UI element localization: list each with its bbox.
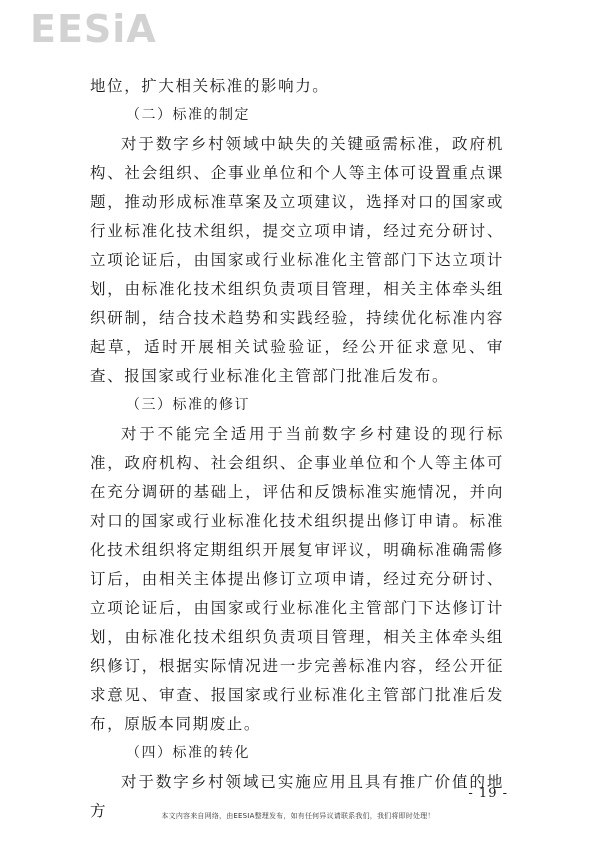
paragraph-formulation: 对于数字乡村领域中缺失的关键亟需标准，政府机构、社会组织、企事业单位和个人等主体可设置重点课题，推动形成标准草案及立项建议，选择对口的国家或行业标准化技术组织，提交立项申请，经过充分研讨、立项论证后，由国家或行业标准化主管部门下达立项计划，由标准化技术组织负责项目管理，相关主体牵头组织研制，结合技术趋势和实践经验，持续优化标准内容起草，适时开展相关试验验证，经公开征求意见、审查、报国家或行业标准化主管部门批准后发布。 xyxy=(90,135,504,385)
paragraph-transformation: 对于数字乡村领域已实施应用且具有推广价值的地方 xyxy=(90,773,504,820)
section-heading-transformation: （四）标准的转化 xyxy=(126,745,250,761)
section-heading-formulation: （二）标准的制定 xyxy=(126,107,250,123)
document-body xyxy=(90,72,504,826)
paragraph-revision: 对于不能完全适用于当前数字乡村建设的现行标准，政府机构、社会组织、企事业单位和个人等主体可在充分调研的基础上，评估和反馈标准实施情况，并向对口的国家或行业标准化技术组织提出修订申请。标准化技术组织将定期组织开展复审评议，明确标准确需修订后，由相关主体提出修订立项申请，经过充分研讨、立项论证后，由国家或行业标准化主管部门下达修订计划，由标准化技术组织负责项目管理，相关主体牵头组织修订，根据实际情况进一步完善标准内容，经公开征求意见、审查、报国家或行业标准化主管部门批准后发布，原版本同期废止。 xyxy=(90,425,504,733)
paragraph-continuation: 地位，扩大相关标准的影响力。 xyxy=(90,77,330,95)
page-number: - 19 - xyxy=(468,786,508,801)
eesia-watermark-logo: EESiA xyxy=(30,7,157,51)
section-heading-revision: （三）标准的修订 xyxy=(126,397,250,413)
footer-notice: 本文内容来自网络，由EESIA整理发布，如有任何异议请联系我们，我们将即时处理！ xyxy=(161,812,435,820)
